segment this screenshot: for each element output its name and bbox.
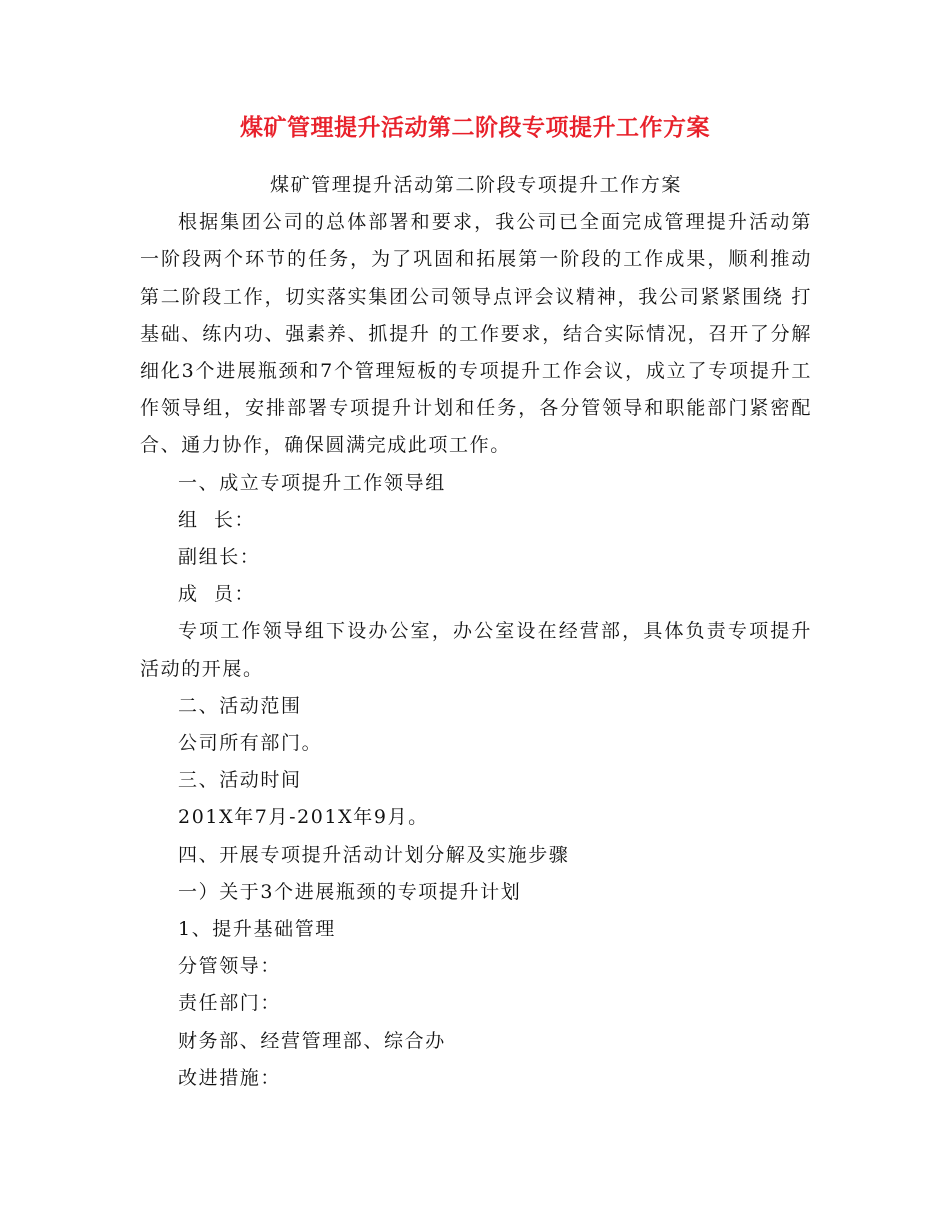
section-heading-period: 三、活动时间 (178, 769, 302, 792)
office-paragraph: 专项工作领导组下设办公室，办公室设在经营部，具体负责专项提升活动的开展。 (140, 620, 812, 680)
item-leader-line: 分管领导： (178, 955, 282, 978)
document-subtitle: 煤矿管理提升活动第二阶段专项提升工作方案 (269, 174, 682, 196)
section-heading-plan: 四、开展专项提升活动计划分解及实施步骤 (178, 843, 570, 866)
scope-text: 公司所有部门。 (178, 732, 323, 755)
period-text: 201X年7月-201X年9月。 (178, 806, 429, 829)
deputy-leader-line: 副组长： (178, 546, 261, 569)
item-heading-basic-management: 1、提升基础管理 (178, 918, 336, 941)
document-body (140, 167, 812, 1097)
members-line: 成 员： (178, 583, 256, 606)
item-departments: 财务部、经营管理部、综合办 (178, 1029, 446, 1052)
subsection-heading-bottlenecks: 一）关于3个进展瓶颈的专项提升计划 (178, 880, 522, 903)
item-measures-label: 改进措施： (178, 1066, 282, 1089)
item-dept-label: 责任部门： (178, 992, 282, 1015)
intro-paragraph: 根据集团公司的总体部署和要求，我公司已全面完成管理提升活动第一阶段两个环节的任务，为了巩固和拓展第一阶段的工作成果，顺利推动第二阶段工作，切实落实集团公司领导点评会议精神，我公司紧紧围绕 打基础、练内功、强素养、抓提升 的工作要求，结合实际情况，召开了分解细化3个进展瓶颈和7个管理短板的专项提升工作会议，成立了专项提升工作领导组，安排部署专项提升计划和任务，各分管领导和职能部门紧密配合、通力协作，确保圆满完成此项工作。 (140, 211, 812, 457)
leader-line: 组 长： (178, 508, 256, 531)
section-heading-leadership: 一、成立专项提升工作领导组 (178, 471, 446, 494)
document-title: 煤矿管理提升活动第二阶段专项提升工作方案 (240, 115, 710, 141)
section-heading-scope: 二、活动范围 (178, 694, 302, 717)
